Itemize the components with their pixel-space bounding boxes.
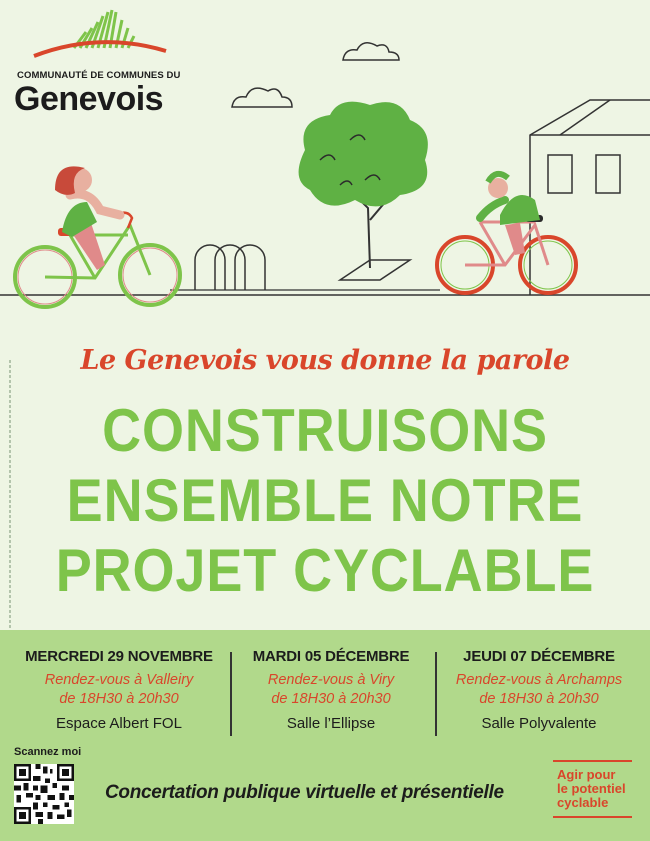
action-line: Agir pour (557, 767, 616, 782)
logo-organization: COMMUNAUTÉ DE COMMUNES DU (17, 70, 181, 81)
headline-line-3: PROJET CYCLABLE (55, 537, 595, 604)
event-location: Rendez-vous à Viry (267, 672, 395, 688)
event-location: Rendez-vous à Archamps (455, 672, 623, 688)
event-time: de 18H30 à 20h30 (59, 691, 179, 707)
tagline: Concertation publique virtuelle et présentielle (105, 782, 504, 803)
vertical-credit-strip (6, 360, 14, 630)
event-time: de 18H30 à 20h30 (271, 691, 391, 707)
event-2 (226, 648, 436, 732)
slogan: Le Genevois vous donne la parole (80, 345, 570, 376)
logo-name: Genevois (14, 80, 164, 118)
event-date: JEUDI 07 DÉCEMBRE (463, 648, 615, 665)
headline-line-1: CONSTRUISONS (102, 397, 548, 464)
house-icon (530, 100, 650, 295)
action-line: cyclable (557, 795, 609, 810)
event-venue: Salle l’Ellipse (286, 715, 376, 732)
call-to-action (553, 760, 632, 818)
event-date: MERCREDI 29 NOVEMBRE (25, 648, 213, 665)
event-time: de 18H30 à 20h30 (479, 691, 599, 707)
event-venue: Espace Albert FOL (56, 715, 182, 732)
cycling-illustration (0, 0, 650, 330)
event-date: MARDI 05 DÉCEMBRE (252, 648, 410, 665)
event-1 (14, 648, 224, 732)
event-venue: Salle Polyvalente (481, 715, 597, 732)
tree-icon (299, 102, 428, 280)
qr-code-icon[interactable] (14, 764, 74, 824)
woman-cyclist-icon (15, 166, 180, 307)
scan-label: Scannez moi (14, 746, 82, 758)
event-location: Rendez-vous à Valleiry (44, 672, 194, 688)
event-3 (434, 648, 644, 732)
cloud-icon (232, 43, 399, 107)
bike-rack-icon (195, 245, 265, 290)
headline-line-2: ENSEMBLE NOTRE (66, 467, 584, 534)
man-cyclist-icon (437, 174, 576, 293)
action-line: le potentiel (557, 781, 626, 796)
